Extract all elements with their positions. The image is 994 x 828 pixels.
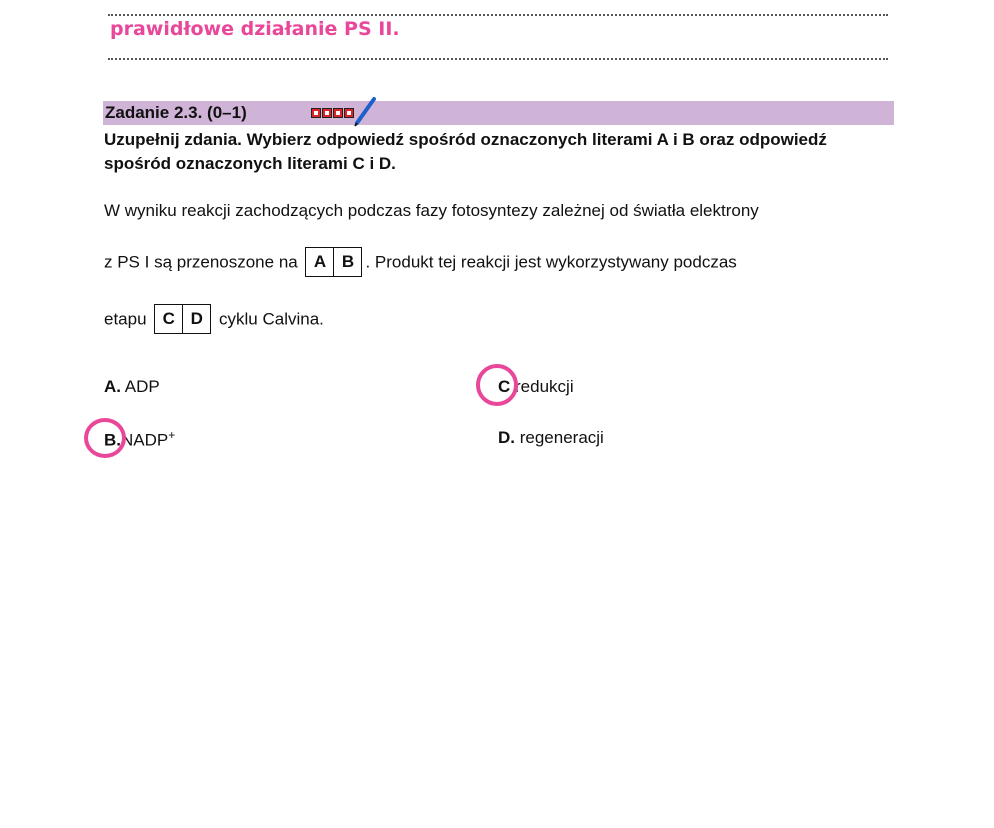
choice-cell-b: B (333, 248, 361, 276)
task-title: Zadanie 2.3. (0–1) (105, 103, 247, 122)
choice-cell-c: C (162, 309, 175, 328)
choice-cell-d: D (182, 305, 210, 333)
option-letter: D. (498, 428, 515, 447)
choice-cell-a: A (313, 252, 327, 271)
mark-box (344, 108, 354, 118)
option-letter: B. (104, 430, 121, 450)
option-letter: A. (104, 377, 121, 396)
sentence-line-3 (104, 305, 324, 335)
choice-box-cd (154, 304, 211, 334)
sentence-line-1 (104, 201, 759, 221)
option-a[interactable] (104, 377, 160, 397)
scoring-marks (311, 108, 354, 118)
previous-answer-text: prawidłowe działanie PS II. (110, 18, 400, 40)
sentence-text: z PS I są przenoszone na (104, 252, 298, 272)
option-d[interactable] (498, 428, 604, 448)
sentence-text: etapu (104, 309, 147, 329)
task-instruction: Uzupełnij zdania. Wybierz odpowiedź spośród oznaczonych literami A i B oraz odpowiedź spośród oznaczonych literami C i D. (104, 130, 827, 173)
sentence-text: cyklu Calvina. (219, 309, 324, 329)
option-text: regeneracji (519, 428, 604, 447)
sentence-text: W wyniku reakcji zachodzących podczas fazy fotosyntezy zależnej od światła elektrony (104, 201, 759, 220)
option-text: redukcji (515, 377, 574, 396)
option-letter: C (498, 377, 511, 396)
sentence-text: . Produkt tej reakcji jest wykorzystywany podczas (365, 252, 737, 272)
mark-box (333, 108, 343, 118)
option-superscript: + (168, 428, 176, 442)
mark-box (311, 108, 321, 118)
selection-circle-c (476, 364, 518, 406)
mark-box (322, 108, 332, 118)
sentence-line-2 (104, 248, 737, 278)
option-text: ADP (124, 377, 160, 396)
choice-box-ab (305, 247, 362, 277)
option-text: NADP (121, 430, 169, 450)
pen-icon (354, 96, 378, 128)
selection-circle-b (84, 418, 126, 458)
answer-dotted-line-top (108, 14, 888, 16)
task-header (103, 101, 894, 125)
answer-dotted-line-bottom (108, 58, 888, 60)
